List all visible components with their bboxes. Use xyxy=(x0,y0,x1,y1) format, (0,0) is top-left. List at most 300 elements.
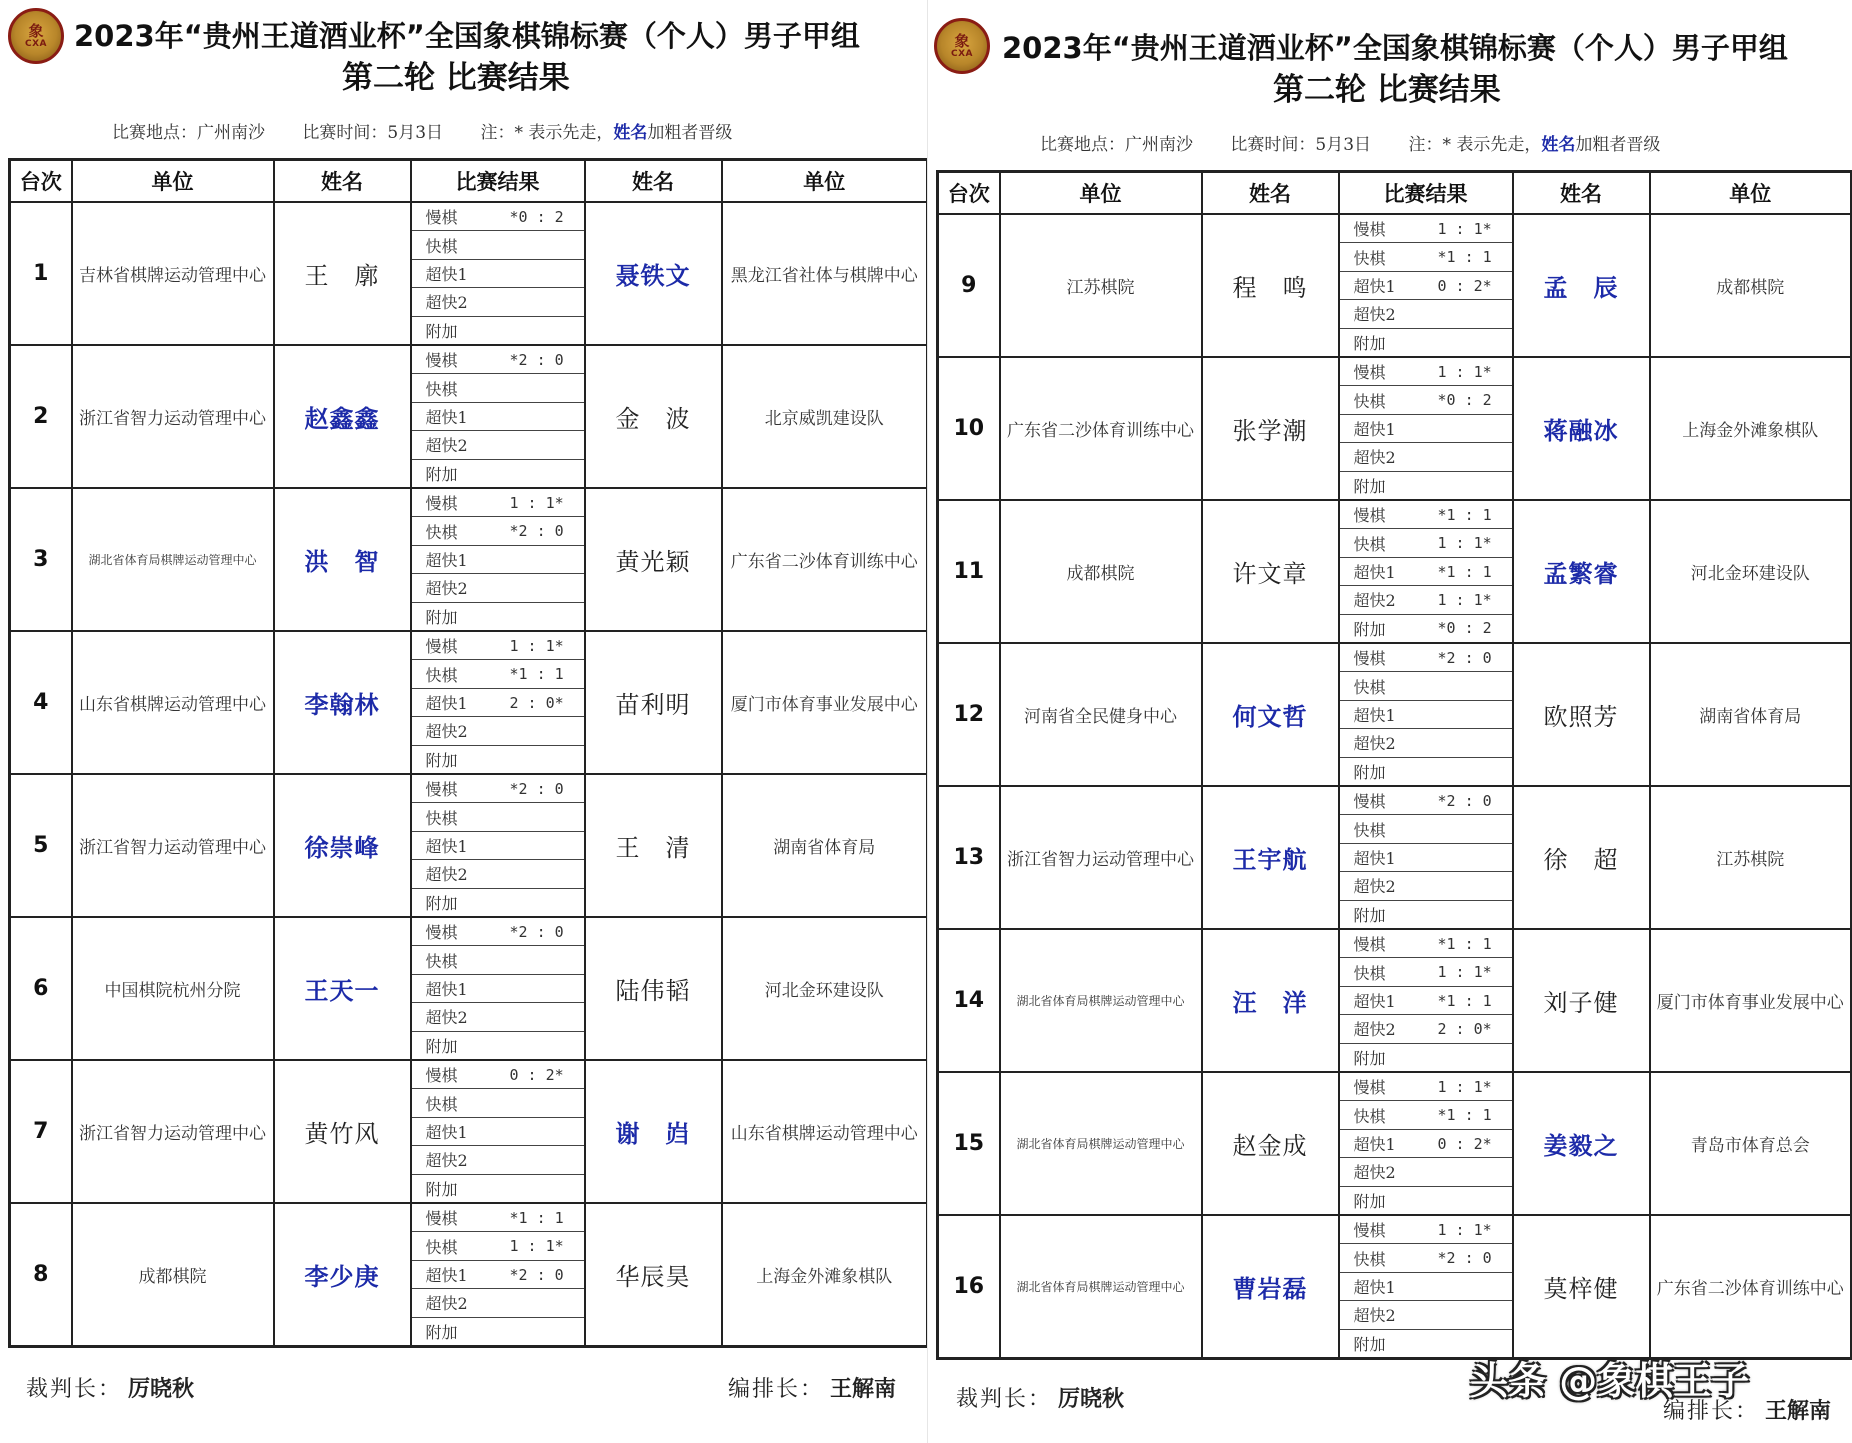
result-label: 超快1 xyxy=(1353,563,1396,583)
match-row xyxy=(938,786,1852,929)
result-line xyxy=(412,775,584,803)
cxa-logo: 象 CXA xyxy=(8,8,64,64)
arranger-signature: 编排长： 王解南 xyxy=(728,1376,897,1402)
result-line xyxy=(412,1032,584,1059)
result-line xyxy=(412,832,584,860)
result-box xyxy=(412,1061,584,1202)
player-a-name: 王宇航 xyxy=(1202,786,1339,929)
result-line xyxy=(412,717,584,745)
result-label: 附加 xyxy=(1353,762,1386,782)
result-label: 快棋 xyxy=(1353,820,1386,840)
result-score: *1 : 1 xyxy=(1437,934,1492,953)
unit-b: 山东省棋牌运动管理中心 xyxy=(722,1060,928,1203)
result-line xyxy=(1340,501,1512,529)
result-line xyxy=(412,860,584,888)
board-number: 6 xyxy=(10,917,72,1060)
table-header-row xyxy=(938,172,1852,215)
result-score: *2 : 0 xyxy=(1437,1249,1492,1268)
board-number: 11 xyxy=(938,500,1000,643)
result-box xyxy=(412,918,584,1059)
referee-signature: 裁判长： 厉晓秋 xyxy=(956,1386,1125,1412)
column-header: 比赛结果 xyxy=(411,160,585,203)
unit-b: 广东省二沙体育训练中心 xyxy=(1650,1215,1852,1359)
result-cell xyxy=(1339,929,1513,1072)
board-number: 5 xyxy=(10,774,72,917)
table-header-row xyxy=(10,160,928,203)
player-b-name: 姜毅之 xyxy=(1513,1072,1650,1215)
board-number: 14 xyxy=(938,929,1000,1072)
result-line xyxy=(412,260,584,288)
result-label: 附加 xyxy=(1353,1048,1386,1068)
result-box xyxy=(412,489,584,630)
column-header: 台次 xyxy=(938,172,1000,215)
result-label: 超快2 xyxy=(1353,1163,1396,1183)
result-cell xyxy=(1339,786,1513,929)
result-line xyxy=(1340,1073,1512,1101)
unit-a: 湖北省体育局棋牌运动管理中心 xyxy=(72,488,274,631)
result-score: *1 : 1 xyxy=(1437,991,1492,1010)
result-box xyxy=(412,346,584,487)
referee-signature: 裁判长： 厉晓秋 xyxy=(26,1376,195,1402)
result-label: 超快2 xyxy=(1353,877,1396,897)
result-cell xyxy=(1339,643,1513,786)
board-number: 10 xyxy=(938,357,1000,500)
result-label: 慢棋 xyxy=(425,208,458,228)
cxa-logo: 象 CXA xyxy=(934,18,990,74)
result-line xyxy=(1340,1273,1512,1301)
result-line xyxy=(1340,672,1512,700)
result-label: 超快1 xyxy=(1353,277,1396,297)
result-label: 超快1 xyxy=(425,694,468,714)
result-box xyxy=(1340,501,1512,642)
result-line xyxy=(1340,958,1512,986)
result-score: 1 : 1* xyxy=(1437,362,1492,381)
result-label: 慢棋 xyxy=(1353,506,1386,526)
match-row xyxy=(938,357,1852,500)
player-b-name: 陆伟韬 xyxy=(585,917,722,1060)
result-line xyxy=(412,746,584,773)
result-label: 附加 xyxy=(1353,333,1386,353)
unit-b: 河北金环建设队 xyxy=(1650,500,1852,643)
result-score: 1 : 1* xyxy=(1437,219,1492,238)
unit-a: 浙江省智力运动管理中心 xyxy=(72,774,274,917)
result-label: 超快2 xyxy=(425,1008,468,1028)
result-label: 快棋 xyxy=(1353,677,1386,697)
result-label: 超快2 xyxy=(425,436,468,456)
result-score: *1 : 1 xyxy=(1437,248,1492,267)
result-score: 1 : 1* xyxy=(1437,590,1492,609)
result-line xyxy=(412,489,584,517)
result-label: 快棋 xyxy=(1353,391,1386,411)
result-cell xyxy=(411,1203,585,1347)
result-line xyxy=(1340,615,1512,642)
result-label: 快棋 xyxy=(425,379,458,399)
unit-b: 湖南省体育局 xyxy=(722,774,928,917)
player-b-name: 刘子健 xyxy=(1513,929,1650,1072)
column-header: 姓名 xyxy=(274,160,411,203)
result-line xyxy=(1340,415,1512,443)
result-line xyxy=(412,574,584,602)
result-label: 慢棋 xyxy=(425,1066,458,1086)
result-line xyxy=(1340,1244,1512,1272)
result-label: 慢棋 xyxy=(1353,1078,1386,1098)
result-label: 快棋 xyxy=(1353,1249,1386,1269)
player-b-name: 欧照芳 xyxy=(1513,643,1650,786)
result-label: 附加 xyxy=(425,893,458,913)
result-line xyxy=(412,517,584,545)
result-line xyxy=(412,1232,584,1260)
unit-a: 浙江省智力运动管理中心 xyxy=(1000,786,1202,929)
unit-a: 湖北省体育局棋牌运动管理中心 xyxy=(1000,929,1202,1072)
time-text: 比赛时间：5月3日 xyxy=(302,123,444,143)
unit-b: 厦门市体育事业发展中心 xyxy=(722,631,928,774)
result-score: *1 : 1 xyxy=(1437,1106,1492,1125)
board-number: 15 xyxy=(938,1072,1000,1215)
result-label: 超快2 xyxy=(1353,305,1396,325)
result-label: 快棋 xyxy=(1353,534,1386,554)
result-line xyxy=(1340,701,1512,729)
player-a-name: 赵鑫鑫 xyxy=(274,345,411,488)
table-body xyxy=(10,202,928,1347)
unit-b: 湖南省体育局 xyxy=(1650,643,1852,786)
result-box xyxy=(412,775,584,916)
result-line xyxy=(1340,901,1512,928)
result-line xyxy=(412,1175,584,1202)
player-a-name: 黄竹风 xyxy=(274,1060,411,1203)
table-body xyxy=(938,214,1852,1359)
note-text: 注：* 表示先走，姓名加粗者晋级 xyxy=(1408,135,1661,155)
result-label: 慢棋 xyxy=(1353,220,1386,240)
result-score: 2 : 0* xyxy=(509,693,564,712)
result-label: 慢棋 xyxy=(425,637,458,657)
result-line xyxy=(1340,872,1512,900)
result-box xyxy=(412,203,584,344)
player-b-name: 徐 超 xyxy=(1513,786,1650,929)
player-a-name: 李翰林 xyxy=(274,631,411,774)
result-line xyxy=(412,431,584,459)
result-score: *2 : 0 xyxy=(1437,648,1492,667)
match-row xyxy=(10,1203,928,1347)
player-a-name: 许文章 xyxy=(1202,500,1339,643)
result-label: 超快1 xyxy=(425,837,468,857)
result-score: 1 : 1* xyxy=(509,493,564,512)
result-line xyxy=(1340,644,1512,672)
result-box xyxy=(412,632,584,773)
result-label: 慢棋 xyxy=(1353,649,1386,669)
result-score: *2 : 0 xyxy=(509,779,564,798)
result-label: 超快1 xyxy=(425,1266,468,1286)
result-label: 慢棋 xyxy=(425,780,458,800)
result-cell xyxy=(411,631,585,774)
result-line xyxy=(1340,329,1512,356)
result-box xyxy=(1340,358,1512,499)
player-b-name: 孟繁睿 xyxy=(1513,500,1650,643)
unit-b: 青岛市体育总会 xyxy=(1650,1072,1852,1215)
result-score: *2 : 0 xyxy=(509,922,564,941)
column-header: 姓名 xyxy=(585,160,722,203)
results-sheet-right xyxy=(928,0,1852,1443)
player-a-name: 王天一 xyxy=(274,917,411,1060)
result-label: 超快2 xyxy=(425,293,468,313)
result-line xyxy=(1340,987,1512,1015)
unit-a: 山东省棋牌运动管理中心 xyxy=(72,631,274,774)
result-cell xyxy=(411,202,585,345)
player-a-name: 洪 智 xyxy=(274,488,411,631)
result-label: 超快2 xyxy=(425,579,468,599)
player-b-name: 聂铁文 xyxy=(585,202,722,345)
result-score: 2 : 0* xyxy=(1437,1019,1492,1038)
result-line xyxy=(1340,758,1512,785)
result-line xyxy=(412,346,584,374)
result-score: 0 : 2* xyxy=(1437,276,1492,295)
result-score: *1 : 1 xyxy=(509,1208,564,1227)
result-line xyxy=(1340,1044,1512,1071)
result-label: 超快2 xyxy=(425,1151,468,1171)
result-line xyxy=(1340,586,1512,614)
result-line xyxy=(412,803,584,831)
player-a-name: 曹岩磊 xyxy=(1202,1215,1339,1359)
result-label: 附加 xyxy=(425,321,458,341)
player-a-name: 张学潮 xyxy=(1202,357,1339,500)
page-subtitle: 第二轮 比赛结果 xyxy=(1273,72,1501,108)
result-label: 快棋 xyxy=(425,1094,458,1114)
unit-a: 湖北省体育局棋牌运动管理中心 xyxy=(1000,1215,1202,1359)
player-a-name: 李少庚 xyxy=(274,1203,411,1347)
result-label: 快棋 xyxy=(425,236,458,256)
column-header: 单位 xyxy=(1650,172,1852,215)
result-label: 快棋 xyxy=(1353,1106,1386,1126)
result-line xyxy=(412,1289,584,1317)
result-cell xyxy=(1339,357,1513,500)
result-line xyxy=(1340,1301,1512,1329)
result-label: 超快1 xyxy=(425,980,468,1000)
result-box xyxy=(412,1204,584,1345)
result-label: 超快1 xyxy=(1353,1135,1396,1155)
match-row xyxy=(10,917,928,1060)
board-number: 4 xyxy=(10,631,72,774)
result-label: 超快1 xyxy=(1353,706,1396,726)
result-line xyxy=(412,603,584,630)
result-label: 超快2 xyxy=(1353,1020,1396,1040)
result-box xyxy=(1340,930,1512,1071)
board-number: 7 xyxy=(10,1060,72,1203)
venue-text: 比赛地点：广州南沙 xyxy=(112,123,265,143)
match-row xyxy=(938,929,1852,1072)
player-a-name: 汪 洋 xyxy=(1202,929,1339,1072)
result-cell xyxy=(1339,1215,1513,1359)
unit-a: 湖北省体育局棋牌运动管理中心 xyxy=(1000,1072,1202,1215)
results-table-left xyxy=(8,158,929,1348)
result-line xyxy=(1340,472,1512,499)
result-line xyxy=(1340,1015,1512,1043)
result-line xyxy=(412,1061,584,1089)
result-line xyxy=(1340,1216,1512,1244)
player-b-name: 蒋融冰 xyxy=(1513,357,1650,500)
result-line xyxy=(412,632,584,660)
match-row xyxy=(938,214,1852,357)
result-line xyxy=(412,231,584,259)
result-score: *2 : 0 xyxy=(509,522,564,541)
result-cell xyxy=(1339,214,1513,357)
result-cell xyxy=(411,345,585,488)
result-line xyxy=(1340,787,1512,815)
result-line xyxy=(412,1204,584,1232)
result-line xyxy=(1340,558,1512,586)
watermark: 头条 @象棋王子 xyxy=(1470,1359,1750,1403)
result-score: *0 : 2 xyxy=(1437,391,1492,410)
arranger-signature: 编排长： 王解南 xyxy=(1663,1398,1832,1424)
result-line xyxy=(412,689,584,717)
player-b-name: 孟 辰 xyxy=(1513,214,1650,357)
match-row xyxy=(10,1060,928,1203)
unit-b: 上海金外滩象棋队 xyxy=(722,1203,928,1347)
result-line xyxy=(1340,215,1512,243)
result-line xyxy=(412,1089,584,1117)
result-label: 附加 xyxy=(425,1036,458,1056)
result-label: 超快1 xyxy=(425,408,468,428)
board-number: 3 xyxy=(10,488,72,631)
result-label: 附加 xyxy=(1353,619,1386,639)
player-a-name: 何文哲 xyxy=(1202,643,1339,786)
board-number: 9 xyxy=(938,214,1000,357)
result-cell xyxy=(1339,500,1513,643)
result-label: 快棋 xyxy=(1353,248,1386,268)
result-label: 快棋 xyxy=(1353,963,1386,983)
unit-b: 北京威凯建设队 xyxy=(722,345,928,488)
player-a-name: 程 鸣 xyxy=(1202,214,1339,357)
match-row xyxy=(938,1072,1852,1215)
result-label: 超快1 xyxy=(1353,420,1396,440)
result-line xyxy=(412,460,584,487)
result-label: 慢棋 xyxy=(1353,1221,1386,1241)
result-score: 0 : 2* xyxy=(509,1065,564,1084)
result-label: 附加 xyxy=(425,1179,458,1199)
result-label: 附加 xyxy=(1353,905,1386,925)
player-b-name: 黄光颖 xyxy=(585,488,722,631)
result-score: 0 : 2* xyxy=(1437,1134,1492,1153)
result-score: 1 : 1* xyxy=(509,1237,564,1256)
match-row xyxy=(10,488,928,631)
column-header: 台次 xyxy=(10,160,72,203)
page-title: 2023年“贵州王道酒业杯”全国象棋锦标赛（个人）男子甲组 xyxy=(74,19,860,53)
match-row xyxy=(938,1215,1852,1359)
unit-b: 江苏棋院 xyxy=(1650,786,1852,929)
unit-b: 河北金环建设队 xyxy=(722,917,928,1060)
result-label: 慢棋 xyxy=(1353,792,1386,812)
result-score: 1 : 1* xyxy=(1437,1220,1492,1239)
result-label: 附加 xyxy=(1353,1191,1386,1211)
result-line xyxy=(1340,300,1512,328)
column-header: 单位 xyxy=(72,160,274,203)
result-line xyxy=(412,317,584,344)
unit-a: 中国棋院杭州分院 xyxy=(72,917,274,1060)
match-row xyxy=(10,202,928,345)
result-score: *1 : 1 xyxy=(1437,562,1492,581)
result-line xyxy=(1340,1130,1512,1158)
result-line xyxy=(412,546,584,574)
result-label: 快棋 xyxy=(425,951,458,971)
result-line xyxy=(1340,815,1512,843)
board-number: 8 xyxy=(10,1203,72,1347)
column-header: 姓名 xyxy=(1513,172,1650,215)
column-header: 单位 xyxy=(722,160,928,203)
unit-b: 上海金外滩象棋队 xyxy=(1650,357,1852,500)
board-number: 13 xyxy=(938,786,1000,929)
result-label: 快棋 xyxy=(425,1237,458,1257)
unit-a: 广东省二沙体育训练中心 xyxy=(1000,357,1202,500)
result-line xyxy=(1340,272,1512,300)
result-label: 超快1 xyxy=(425,551,468,571)
player-a-name: 徐崇峰 xyxy=(274,774,411,917)
result-score: 1 : 1* xyxy=(1437,534,1492,553)
unit-b: 厦门市体育事业发展中心 xyxy=(1650,929,1852,1072)
unit-b: 黑龙江省社体与棋牌中心 xyxy=(722,202,928,345)
result-label: 快棋 xyxy=(425,808,458,828)
column-header: 比赛结果 xyxy=(1339,172,1513,215)
result-score: *1 : 1 xyxy=(1437,505,1492,524)
unit-a: 吉林省棋牌运动管理中心 xyxy=(72,202,274,345)
result-label: 超快2 xyxy=(425,1294,468,1314)
result-score: 1 : 1* xyxy=(509,636,564,655)
result-line xyxy=(1340,930,1512,958)
unit-a: 江苏棋院 xyxy=(1000,214,1202,357)
result-score: *2 : 0 xyxy=(509,1265,564,1284)
player-a-name: 赵金成 xyxy=(1202,1072,1339,1215)
result-line xyxy=(412,203,584,231)
result-line xyxy=(412,946,584,974)
result-line xyxy=(412,1118,584,1146)
result-line xyxy=(412,1318,584,1345)
result-label: 超快2 xyxy=(1353,448,1396,468)
result-line xyxy=(412,403,584,431)
page-subtitle: 第二轮 比赛结果 xyxy=(342,60,570,96)
result-score: 1 : 1* xyxy=(1437,963,1492,982)
match-info xyxy=(112,118,764,143)
result-line xyxy=(1340,243,1512,271)
result-score: *1 : 1 xyxy=(509,665,564,684)
board-number: 12 xyxy=(938,643,1000,786)
result-cell xyxy=(411,774,585,917)
result-box xyxy=(1340,1073,1512,1214)
result-label: 附加 xyxy=(425,607,458,627)
result-label: 附加 xyxy=(425,464,458,484)
player-b-name: 华辰昊 xyxy=(585,1203,722,1347)
match-row xyxy=(10,774,928,917)
unit-a: 浙江省智力运动管理中心 xyxy=(72,1060,274,1203)
result-label: 快棋 xyxy=(425,522,458,542)
result-label: 慢棋 xyxy=(425,1209,458,1229)
result-score: *0 : 2 xyxy=(509,207,564,226)
result-line xyxy=(412,1261,584,1289)
result-line xyxy=(412,660,584,688)
unit-a: 浙江省智力运动管理中心 xyxy=(72,345,274,488)
result-label: 慢棋 xyxy=(425,351,458,371)
player-b-name: 王 清 xyxy=(585,774,722,917)
match-row xyxy=(10,345,928,488)
result-label: 慢棋 xyxy=(1353,363,1386,383)
result-score: *2 : 0 xyxy=(1437,791,1492,810)
result-label: 慢棋 xyxy=(1353,935,1386,955)
result-cell xyxy=(411,917,585,1060)
result-box xyxy=(1340,215,1512,356)
result-box xyxy=(1340,787,1512,928)
result-cell xyxy=(411,1060,585,1203)
result-line xyxy=(1340,844,1512,872)
match-info xyxy=(1040,130,1692,155)
result-line xyxy=(1340,729,1512,757)
results-table-right xyxy=(936,170,1852,1360)
result-label: 超快2 xyxy=(1353,734,1396,754)
